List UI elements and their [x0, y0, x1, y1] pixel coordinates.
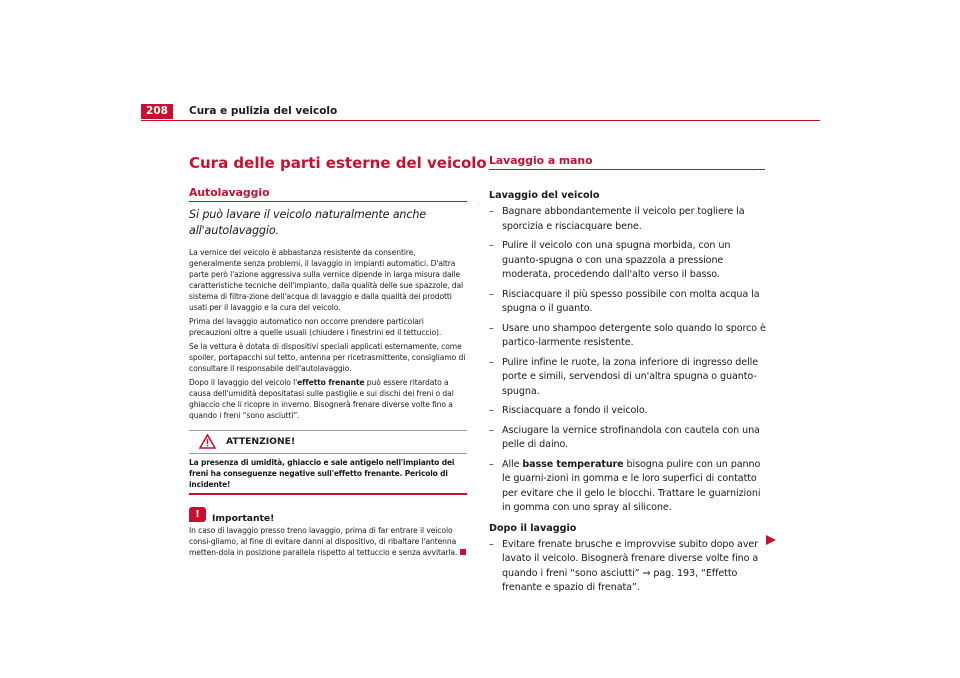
exclamation-badge-icon: !	[189, 507, 206, 522]
paragraph: Se la vettura è dotata di dispositivi speciali applicati esternamente, come spoiler, portapacchi sul tetto, antenna per ricetrasmittente, consigliamo di consultare il responsabile dell'autolavaggio.	[189, 342, 466, 373]
warning-header	[189, 430, 467, 454]
after-wash-list	[489, 538, 767, 596]
list-item: – Asciugare la vernice strofinandola con cautela con una pelle di daino.	[489, 424, 767, 453]
header-rule	[141, 120, 820, 121]
list-item: – Bagnare abbondantemente il veicolo per togliere la sporcizia e risciacquare bene.	[489, 205, 767, 234]
list-item: – Usare uno shampoo detergente solo quando lo sporco è partico-larmente resistente.	[489, 322, 767, 351]
paragraph-braking	[189, 377, 467, 421]
left-column	[189, 153, 487, 561]
warning-title: ATTENZIONE!	[226, 436, 296, 447]
note-text	[189, 525, 467, 558]
item-text: Alle	[502, 458, 523, 470]
note-title: Importante!	[212, 513, 275, 524]
next-page-arrow-icon	[765, 534, 777, 546]
running-title: Cura e pulizia del veicolo	[189, 105, 338, 117]
end-of-section-icon	[460, 549, 466, 555]
warning-text: La presenza di umidità, ghiaccio e sale antigelo nell'impianto dei freni ha conseguenze negative sull'effetto frenante. Pericolo di incidente!	[189, 458, 455, 489]
subsection-title-lavaggio-a-mano: Lavaggio a mano	[489, 153, 765, 170]
subsection-title-autolavaggio: Autolavaggio	[189, 185, 467, 202]
list-item: – Risciacquare a fondo il veicolo.	[489, 404, 767, 419]
washing-steps-list	[489, 205, 767, 516]
paragraph-text: Dopo il lavaggio del veicolo l'	[189, 378, 298, 387]
list-item: – Risciacquare il più spesso possibile con molta acqua la spugna o il guanto.	[489, 288, 767, 317]
page-number: 208	[141, 104, 173, 119]
lead-sentence: Si può lavare il veicolo naturalmente anche all'autolavaggio.	[189, 208, 427, 237]
bold-term: basse temperature	[522, 458, 624, 470]
paragraph: Prima del lavaggio automatico non occorre prendere particolari precauzioni oltre a quelle usuali (chiudere i finestrini ed il tettuccio).	[189, 317, 442, 337]
list-item: – Pulire il veicolo con una spugna morbida, con un guanto-spugna o con una spazzola a pressione moderata, procedendo dall'alto verso il basso.	[489, 239, 767, 283]
bold-term: effetto frenante	[297, 378, 365, 387]
list-item-low-temperature	[489, 458, 767, 516]
note-body: In caso di lavaggio presso treno lavaggio, prima di far entrare il veicolo consi-gliamo, al fine di evitare danni al dispositivo, di ribaltare l'antenna metten-dola in posizione parallela rispetto al tettuccio e senza avvitarla.	[189, 526, 458, 557]
paragraph-text: può essere ritardato a causa dell'umidità depositatasi sulle pastiglie e sui dischi dei freni o dal ghiaccio che li ricopre in inverno. Bisognerà frenare diverse volte fino a quando i freni “sono asciutti”.	[189, 378, 454, 420]
list-item: – Evitare frenate brusche e improvvise subito dopo aver lavato il veicolo. Bisognerà frenare diverse volte fino a quando i freni “sono asciutti” ⇒ pag. 193, “Effetto frenante e spazio di frenata”.	[489, 538, 767, 596]
list-item: – Pulire infine le ruote, la zona inferiore di ingresso delle porte e simili, servendosi di un'altra spugna o guanto-spugna.	[489, 356, 767, 400]
paragraph-heading-dopo-lavaggio: Dopo il lavaggio	[489, 522, 577, 534]
section-title: Cura delle parti esterne del veicolo	[189, 154, 487, 172]
warning-triangle-icon	[199, 434, 216, 449]
note-header	[189, 506, 467, 523]
warning-box	[189, 430, 467, 495]
paragraph-heading-lavaggio: Lavaggio del veicolo	[489, 190, 600, 201]
right-column	[489, 153, 767, 601]
item-text: bisogna pulire con un panno le guarni-zioni in gomma e le loro superfici di contatto per evitare che il gelo le blocchi. Trattare le guarnizioni in gomma con uno spray al silicone.	[502, 458, 761, 513]
paragraph: La vernice del veicolo è abbastanza resistente da consentire, generalmente senza problemi, il lavaggio in impianti automatici. D'altra parte però l'azione aggressiva sulla vernice dipende in larga misura dalle caratteristiche tecniche dell'impianto, dalla qualità delle sue spazzole, dal sistema di filtra-zione dell'acqua di lavaggio e dalla qualità dei prodotti usati per il lavaggio e la cura del veicolo.	[189, 248, 464, 312]
